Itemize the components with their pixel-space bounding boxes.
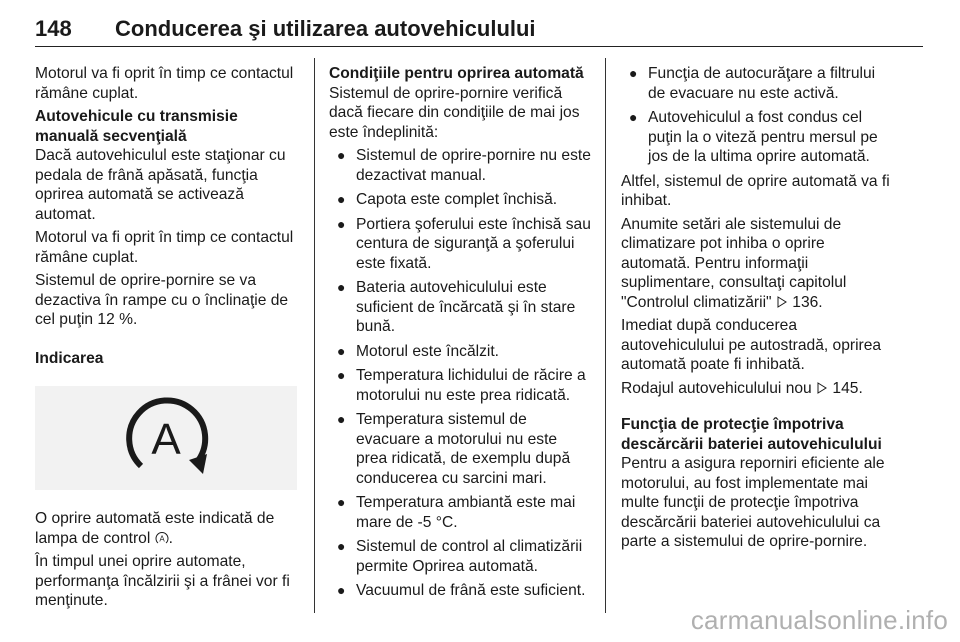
- bullet-icon: ●: [337, 582, 346, 598]
- section-heading-battery-protection: Funcţia de protecţie împotriva descărcării bateriei autovehiculului: [621, 416, 882, 453]
- list-item: ● Capota este complet închisă.: [337, 191, 558, 208]
- auto-stop-indicator-icon: [111, 394, 221, 482]
- bullet-icon: ●: [337, 279, 346, 295]
- paragraph: Motorul va fi oprit în timp ce contactul rămâne cuplat.: [35, 229, 294, 266]
- bullet-icon: ●: [337, 411, 346, 427]
- auto-stop-indicator-figure: [35, 386, 297, 490]
- list-item: ● Autovehiculul a fost condus cel puţin la o viteză pentru mersul pe jos de la ultima oprire automată.: [629, 109, 878, 165]
- chapter-title: Conducerea şi utilizarea autovehiculului: [115, 16, 536, 41]
- paragraph: În timpul unei oprire automate, performanţa încălzirii şi a frânei vor fi menţinute.: [35, 553, 290, 609]
- bullet-icon: ●: [337, 494, 346, 510]
- paragraph: Motorul va fi oprit în timp ce contactul rămâne cuplat.: [35, 65, 294, 102]
- paragraph: Altfel, sistemul de oprire automată va fi inhibat.: [621, 172, 890, 209]
- bullet-icon: ●: [629, 65, 638, 81]
- list-item: ● Temperatura lichidului de răcire a motorului nu este prea ridicată.: [337, 367, 586, 404]
- list-item: ● Funcţia de autocurăţare a filtrului de evacuare nu este activă.: [629, 65, 876, 102]
- bullet-icon: ●: [337, 147, 346, 163]
- svg-text:A: A: [158, 534, 165, 543]
- auto-stop-lamp-icon: [155, 531, 169, 545]
- conditions-list: [329, 146, 591, 601]
- paragraph: Sistemul de oprire-pornire se va dezactiva în rampe cu o înclinaţie de cel puţin 12 %.: [35, 272, 289, 328]
- list-item: ● Temperatura ambiantă este mai mare de -5 °C.: [337, 494, 576, 531]
- conditions-list-continued: [621, 64, 891, 167]
- page-reference-arrow-icon: [816, 382, 828, 394]
- header-rule: [35, 46, 923, 47]
- column-divider: [605, 58, 606, 613]
- bullet-icon: ●: [337, 191, 346, 207]
- list-item: ● Sistemul de oprire-pornire nu este dezactivat manual.: [337, 147, 591, 184]
- bullet-icon: ●: [337, 538, 346, 554]
- paragraph: O oprire automată este indicată de lampa de control A .: [35, 510, 275, 547]
- column-right: [621, 64, 891, 556]
- paragraph: Sistemul de oprire-pornire verifică dacă fiecare din condiţiile de mai jos este îndeplinită:: [329, 84, 580, 141]
- page-number: 148: [35, 16, 72, 41]
- list-item: ● Portiera şoferului este închisă sau centura de siguranţă a şoferului este fixată.: [337, 215, 591, 272]
- watermark: carmanualsonline.info: [690, 605, 948, 635]
- bullet-icon: ●: [337, 342, 346, 359]
- bullet-icon: ●: [337, 367, 346, 383]
- section-heading-manual-transmission: Autovehicule cu transmisie manuală secvenţială: [35, 108, 238, 145]
- page-reference-arrow-icon: [776, 296, 788, 308]
- paragraph: Pentru a asigura reporniri eficiente ale motorului, au fost implementate mai multe funcţii de protecţie împotriva descărcării bateriei autovehiculului ca parte a sistemului de oprire-pornire.: [621, 455, 885, 550]
- section-heading-indicator: Indicarea: [35, 349, 104, 367]
- list-item: ● Motorul este încălzit.: [337, 342, 500, 360]
- section-heading-conditions: Condiţiile pentru oprirea automată: [329, 65, 584, 82]
- column-divider: [314, 58, 315, 613]
- page-reference-link[interactable]: 136.: [792, 293, 823, 311]
- paragraph: Anumite setări ale sistemului de climatizare pot inhiba o oprire automată. Pentru informaţii suplimentare, consultaţi capitolul "Controlul climatizării" 136.: [621, 215, 847, 311]
- page-reference-link[interactable]: 145.: [832, 379, 863, 397]
- paragraph: Imediat după conducerea autovehiculului pe autostradă, oprirea automată poate fi inhibată.: [621, 317, 882, 373]
- paragraph: Dacă autovehiculul este staţionar cu pedala de frână apăsată, funcţia oprirea automată se activează automat.: [35, 147, 286, 223]
- list-item: ● Sistemul de control al climatizării permite Oprirea automată.: [337, 538, 583, 575]
- bullet-icon: ●: [337, 215, 346, 232]
- paragraph: Rodajul autovehiculului nou 145.: [621, 379, 863, 397]
- bullet-icon: ●: [629, 109, 638, 125]
- column-left: [35, 64, 303, 615]
- list-item: ● Vacuumul de frână este suficient.: [337, 582, 586, 599]
- list-item: ● Temperatura sistemul de evacuare a motorului nu este prea ridicată, de exemplu după conducerea cu sarcini mari.: [337, 411, 571, 487]
- column-middle: [329, 64, 591, 606]
- page-header: [35, 8, 925, 48]
- list-item: ● Bateria autovehiculului este suficient de încărcată şi în stare bună.: [337, 279, 576, 335]
- svg-text:A: A: [151, 415, 181, 464]
